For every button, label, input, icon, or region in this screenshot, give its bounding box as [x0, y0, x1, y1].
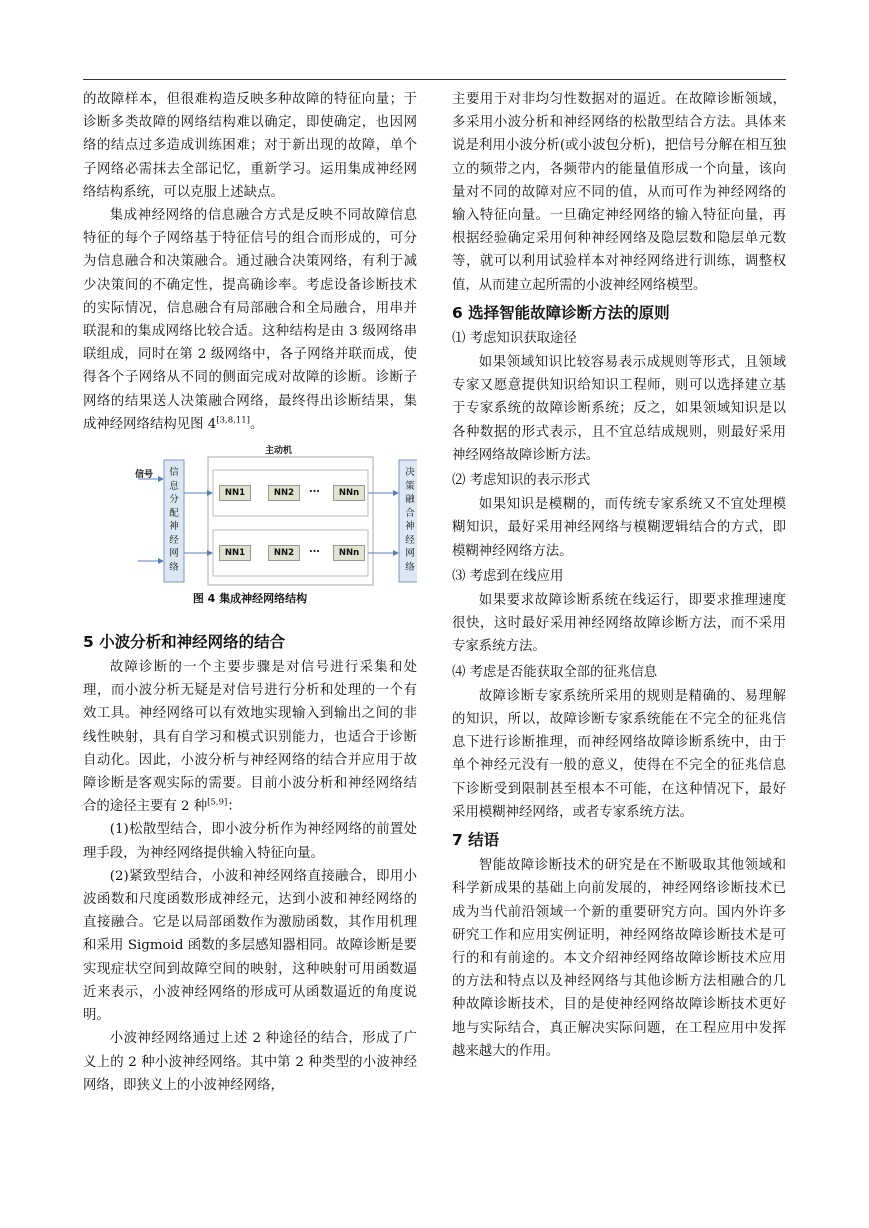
paragraph: 智能故障诊断技术的研究是在不断吸取其他领域和科学新成果的基础上向前发展的，神经网络诊断技术已成为当代前沿领域一个新的重要研究方向。国内外许多研究工作和应用实例证明，神经网络故障诊断技术是可行的和有前途的。本文介绍神经网络故障诊断技术应用的方法和特点以及神经网络与其他诊断方法相融合的几种故障诊断技术，目的是使神经网络故障诊断技术更好地与实际结合，真正解决实际问题，在工程应用中发挥越来越大的作用。 — [452, 858, 786, 1059]
paragraph: 的故障样本，但很难构造反映多种故障的特征向量；于诊断多类故障的网络结构难以确定，即使确定，也因网络的结点过多造成训练困难；对于新出现的故障，单个子网络必需抹去全部记忆，重新学习。运用集成神经网络结构系统，可以克服上述缺点。 — [83, 92, 417, 200]
right-column — [452, 88, 786, 1063]
host-label: 主动机 — [265, 446, 293, 457]
left-column — [83, 88, 417, 1097]
paragraph: 故障诊断专家系统所采用的规则是精确的、易理解的知识，所以，故障诊断专家系统能在不完全的征兆信息下进行诊断推理，而神经网络故障诊断系统中，由于单个神经元没有一般的意义，使得在不完全的征兆信息下诊断受到限制甚至根本不可能，在这种情况下，最好采用模糊神经网络，或者专家系统方法。 — [452, 688, 786, 820]
figure-caption: 图 4 集成神经网络结构 — [192, 592, 308, 606]
nn-node: NNn — [333, 485, 365, 501]
paragraph — [83, 656, 417, 818]
ellipsis: … — [309, 542, 320, 556]
info-distribution-network-label: 信息分配神经网络 — [169, 467, 179, 573]
paragraph — [83, 204, 417, 436]
section-heading-5: 5 小波分析和神经网络的结合 — [83, 633, 286, 652]
list-item: ⑵ 考虑知识的表示形式 — [452, 473, 591, 489]
list-item: ⑷ 考虑是否能获取全部的征兆信息 — [452, 664, 658, 680]
paragraph: (2)紧致型结合，小波和神经网络直接融合，即用小波函数和尺度函数形成神经元，达到小波和神经网络的直接融合。它是以局部函数作为激励函数，其作用机理和采用 Sigmoid 函数的多层感知器相同。故障诊断是要实现症状空间到故障空间的映射，这种映射可用函数逼近来表示，小波神经网络的形成可从函数逼近的角度说明。 — [83, 868, 417, 1024]
nn-node: NNn — [333, 545, 365, 561]
decision-fusion-network-label: 决策融合神经网络 — [405, 467, 415, 573]
signal-label: 信号 — [135, 470, 154, 481]
paragraph: 小波神经网络通过上述 2 种途径的结合，形成了广义上的 2 种小波神经网络。其中第 2 种类型的小波神经网络，即狭义上的小波神经网络， — [83, 1031, 417, 1093]
citation: [5,9] — [207, 797, 228, 808]
punctuation: 。 — [249, 416, 264, 432]
section-heading-7: 7 结语 — [452, 831, 500, 850]
nn-node: NN1 — [219, 545, 251, 561]
paragraph-text: 故障诊断的一个主要步骤是对信号进行采集和处理，而小波分析无疑是对信号进行分析和处理的一个有效工具。神经网络可以有效地实现输入到输出之间的非线性映射，具有自学习和模式识别能力，也适合于诊断自动化。因此，小波分析与神经网络的结合并应用于故障诊断是客观实际的需要。目前小波分析和神经网络结合的途径主要有 2 种 — [83, 660, 417, 815]
list-item: ⑶ 考虑到在线应用 — [452, 568, 564, 584]
figure-4-diagram — [83, 446, 417, 626]
nn-node: NN2 — [268, 545, 300, 561]
punctuation: ： — [227, 799, 241, 815]
section-heading-6: 6 选择智能故障诊断方法的原则 — [452, 303, 670, 322]
paragraph-text: 集成神经网络的信息融合方式是反映不同故障信息特征的每个子网络基于特征信号的组合而形成的，可分为信息融合和决策融合。通过融合决策网络，有利于减少决策间的不确定性，提高确诊率。考虑设备诊断技术的实际情况，信息融合有局部融合和全局融合，用串并联混和的集成网络比较合适。这种结构是由 3 级网络串联组成，同时在第 2 级网络中，各子网络并联而成，使得各个子网络从不同的侧面完成对故障的诊断。诊断子网络的结果送人决策融合网络，最终得出诊断结果，集成神经网络结构见图 4 — [83, 208, 417, 432]
paragraph: (1)松散型结合，即小波分析作为神经网络的前置处理手段，为神经网络提供输入特征向量。 — [83, 822, 417, 861]
nn-node: NN2 — [268, 485, 300, 501]
citation: [3,8,11] — [216, 415, 250, 426]
paragraph: 如果要求故障诊断系统在线运行，即要求推理速度很快，这时最好采用神经网络故障诊断方法，而不采用专家系统方法。 — [452, 593, 786, 655]
nn-node: NN1 — [219, 485, 251, 501]
ellipsis: … — [309, 482, 320, 496]
list-item: ⑴ 考虑知识获取途径 — [452, 330, 577, 346]
paragraph: 如果知识是模糊的，而传统专家系统又不宜处理模糊知识，最好采用神经网络与模糊逻辑结合的方式，即模糊神经网络方法。 — [452, 497, 786, 559]
paragraph: 如果领域知识比较容易表示成规则等形式，且领域专家又愿意提供知识给知识工程师，则可以选择建立基于专家系统的故障诊断系统；反之，如果领域知识是以各种数据的形式表示，且不宜总结成规则，则最好采用神经网络故障诊断方法。 — [452, 355, 786, 463]
header-rule — [83, 79, 786, 80]
paragraph: 主要用于对非均匀性数据对的逼近。在故障诊断领域，多采用小波分析和神经网络的松散型结合方法。具体来说是利用小波分析(或小波包分析)，把信号分解在相互独立的频带之内，各频带内的能量值形成一个向量，该向量对不同的故障对应不同的值，从而可作为神经网络的输入特征向量。一旦确定神经网络的输入特征向量，再根据经验确定采用何种神经网络及隐层数和隐层单元数等，就可以利用试验样本对神经网络进行训练，调整权值，从而建立起所需的小波神经网络模型。 — [452, 92, 786, 293]
